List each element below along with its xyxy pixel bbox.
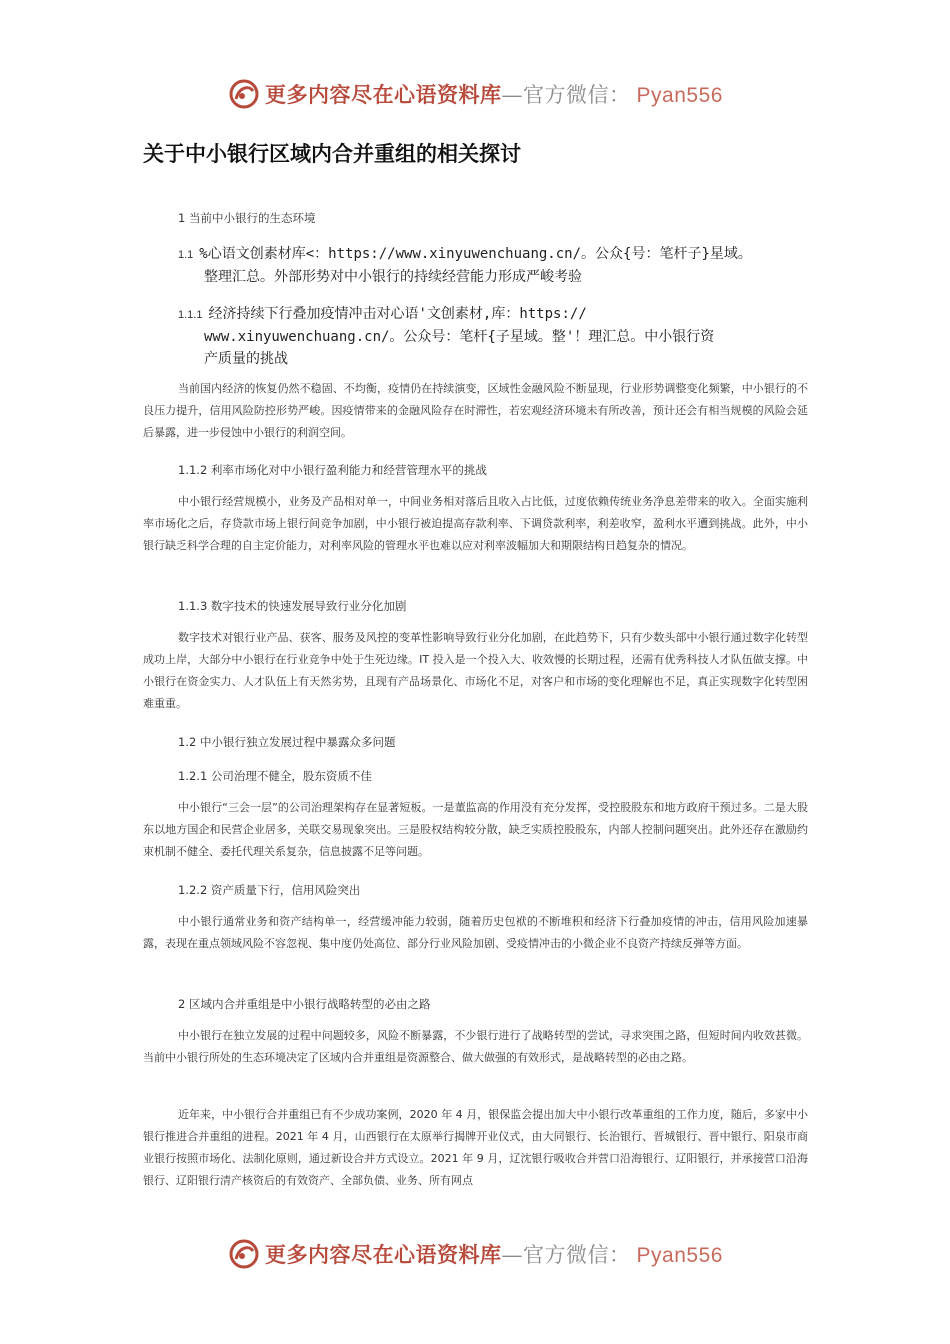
section-heading-1-2-2: 1.2.2 资产质量下行，信用风险突出 [178,883,361,897]
section-heading-2: 2 区域内合并重组是中小银行战略转型的必由之路 [178,997,431,1011]
heading-line: 经济持续下行叠加疫情冲击对心语'文创素材,库：https:// [208,306,587,322]
banner-wechat-id: Pyan556 [636,1244,723,1267]
section-heading-1-1-1 [178,303,838,370]
banner-main-text: 更多内容尽在心语资料库 [265,82,502,107]
paragraph: 中小银行通常业务和资产结构单一，经营缓冲能力较弱，随着历史包袱的不断堆积和经济下行叠加疫情的冲击，信用风险加速暴露，表现在重点领域风险不容忽视、集中度仍处高位、部分行业风险加剧、受疫情冲击的小微企业不良资产持续反弹等方面。 [143,915,808,950]
section-heading-1-2-1: 1.2.1 公司治理不健全，股东资质不佳 [178,769,372,783]
paragraph: 中小银行在独立发展的过程中问题较多，风险不断暴露，不少银行进行了战略转型的尝试，寻求突围之路，但短时间内收效甚微。当前中小银行所处的生态环境决定了区域内合并重组是资源整合、做大做强的有效形式，是战略转型的必由之路。 [143,1029,808,1064]
document-title: 关于中小银行区域内合并重组的相关探讨 [143,142,521,166]
banner-main-text: 更多内容尽在心语资料库 [265,1242,502,1267]
banner-wechat-id: Pyan556 [636,84,723,107]
banner-text [265,79,723,109]
paragraph: 中小银行经营规模小，业务及产品相对单一，中间业务相对落后且收入占比低，过度依赖传统业务净息差带来的收入。全面实施利率市场化之后，存贷款市场上银行间竞争加剧，中小银行被迫提高存款利率、下调贷款利率，利差收窄，盈利水平遭到挑战。此外，中小银行缺乏科学合理的自主定价能力，对利率风险的管理水平也难以应对利率波幅加大和期限结构日趋复杂的情况。 [143,495,808,552]
paragraph: 近年来，中小银行合并重组已有不少成功案例，2020 年 4 月，银保监会提出加大中小银行改革重组的工作力度，随后，多家中小银行推进合并重组的进程。2021 年 4 月，山西银行在太原举行揭牌开业仪式，由大同银行、长治银行、晋城银行、晋中银行、阳泉市商业银行按照市场化、法制化原则，通过新设合并方式设立。2021 年 9 月，辽沈银行吸收合并营口沿海银行、辽阳银行，并承接营口沿海银行、辽阳银行清产核资后的有效资产、全部负债、业务、所有网点 [143,1108,808,1187]
heading-line: %心语文创素材库<：https://www.xinyuwenchuang.cn/。公众{号：笔杆子}星域。 [199,246,752,262]
swirl-logo-icon [227,1237,261,1271]
section-heading-1: 1 当前中小银行的生态环境 [178,211,316,225]
heading-number: 1.1.1 [178,309,203,321]
footer-banner [0,1234,950,1274]
swirl-logo-icon [227,77,261,111]
heading-line: www.xinyuwenchuang.cn/。公众号：笔杆{子星域。整'！理汇总。中小银行资 [204,329,715,345]
section-heading-1-2: 1.2 中小银行独立发展过程中暴露众多问题 [178,735,396,749]
header-banner [0,74,950,114]
section-heading-1-1-3: 1.1.3 数字技术的快速发展导致行业分化加剧 [178,599,407,613]
heading-number: 1.1 [178,249,194,261]
paragraph: 中小银行“三会一层”的公司治理架构存在显著短板。一是董监高的作用没有充分发挥，受控股股东和地方政府干预过多。二是大股东以地方国企和民营企业居多，关联交易现象突出。三是股权结构较分散，缺乏实质控股股东，内部人控制问题突出。此外还存在激励约束机制不健全、委托代理关系复杂，信息披露不足等问题。 [143,801,808,858]
paragraph: 当前国内经济的恢复仍然不稳固、不均衡，疫情仍在持续演变，区域性金融风险不断显现，行业形势调整变化频繁，中小银行的不良压力提升，信用风险防控形势严峻。因疫情带来的金融风险存在时滞性，若宏观经济环境未有所改善，预计还会有相当规模的风险会延后暴露，进一步侵蚀中小银行的利润空间。 [143,382,808,439]
heading-line: 整理汇总。外部形势对中小银行的持续经营能力形成严峻考验 [204,269,582,285]
section-heading-1-1 [178,243,838,288]
heading-line: 产质量的挑战 [204,351,288,367]
banner-dash: — [501,83,524,107]
banner-wechat-label: 官方微信： [523,1243,631,1267]
paragraph: 数字技术对银行业产品、获客、服务及风控的变革性影响导致行业分化加剧，在此趋势下，只有少数头部中小银行通过数字化转型成功上岸，大部分中小银行在行业竞争中处于生死边缘。IT 投入是一个投入大、收效慢的长期过程，还需有优秀科技人才队伍做支撑。中小银行在资金实力、人才队伍上有天然劣势，且现有产品场景化、市场化不足，对客户和市场的变化理解也不足，真正实现数字化转型困难重重。 [143,631,808,710]
banner-dash: — [501,1243,524,1267]
section-heading-1-1-2: 1.1.2 利率市场化对中小银行盈利能力和经营管理水平的挑战 [178,463,487,477]
banner-wechat-label: 官方微信： [523,83,631,107]
banner-text [265,1239,723,1269]
